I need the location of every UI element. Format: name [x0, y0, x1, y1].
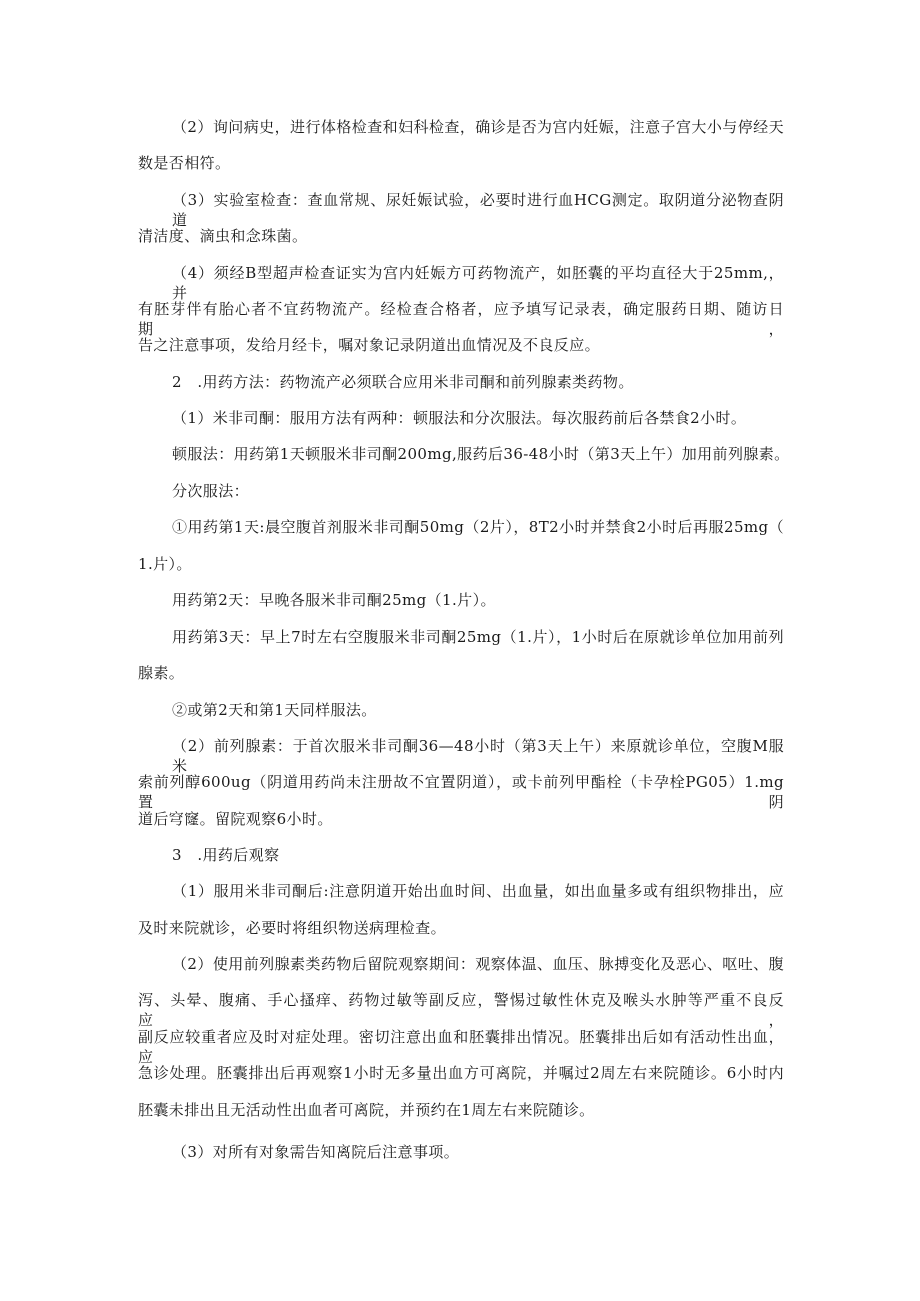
p7-line-2: 1.片）。 — [138, 555, 192, 573]
p13-line-2: 泻、头晕、腹痛、手心搔痒、药物过敏等副反应，警惕过敏性休克及喉头水肿等严重不良反应， — [138, 991, 784, 1029]
p13-line-1: （2）使用前列腺素类药物后留院观察期间：观察体温、血压、脉搏变化及恶心、呕吐、腹 — [172, 955, 784, 973]
p1-line-1: （2）询问病史，进行体格检查和妇科检查，确诊是否为宫内妊娠，注意子宫大小与停经天 — [172, 118, 784, 136]
p11-line-1: （2）前列腺素：于首次服米非司酮36—48小时（第3天上午）来原就诊单位，空腹M服米 — [172, 737, 784, 775]
p13-line-5: 胚囊未排出且无活动性出血者可离院，并预约在1周左右来院随诊。 — [138, 1101, 595, 1119]
p14-line-1: （3）对所有对象需告知离院后注意事项。 — [172, 1143, 460, 1161]
p9-line-1: 用药第3天：早上7时左右空腹服米非司酮25mg（1.片），1小时后在原就诊单位加用前列 — [172, 628, 784, 646]
section-3-heading: 3 .用药后观察 — [172, 846, 280, 864]
p2-line-1: （3）实验室检查：查血常规、尿妊娠试验，必要时进行血HCG测定。取阴道分泌物查阴道 — [172, 191, 784, 229]
p13-line-3: 副反应较重者应及时对症处理。密切注意出血和胚囊排出情况。胚囊排出后如有活动性出血，应 — [138, 1028, 784, 1066]
p1-line-2: 数是否相符。 — [138, 154, 231, 172]
p6-line-1: 分次服法： — [172, 482, 250, 500]
p12-line-1: （1）服用米非司酮后:注意阴道开始出血时间、出血量，如出血量多或有组织物排出，应 — [172, 882, 784, 900]
p10-line-1: ②或第2天和第1天同样服法。 — [172, 701, 377, 719]
p3-line-2: 有胚芽伴有胎心者不宜药物流产。经检查合格者，应予填写记录表，确定服药日期、随访日期， — [138, 300, 784, 338]
p3-line-3: 告之注意事项，发给月经卡，嘱对象记录阴道出血情况及不良反应。 — [138, 336, 601, 354]
p11-line-3: 道后穹窿。留院观察6小时。 — [138, 810, 333, 828]
p13-line-4: 急诊处理。胚囊排出后再观察1小时无多量出血方可离院，并嘱过2周左右来院随诊。6小时内 — [138, 1064, 784, 1082]
p3-line-1: （4）须经B型超声检查证实为宫内妊娠方可药物流产，如胚囊的平均直径大于25mm,，并 — [172, 264, 784, 302]
p4-line-1: （1）米非司酮：服用方法有两种：顿服法和分次服法。每次服药前后各禁食2小时。 — [172, 409, 747, 427]
p11-line-2: 索前列醇600ug（阴道用药尚未注册故不宜置阴道），或卡前列甲酯栓（卡孕栓PG05）1.mg置阴 — [138, 773, 784, 811]
p12-line-2: 及时来院就诊，必要时将组织物送病理检查。 — [138, 919, 447, 937]
p5-line-1: 顿服法：用药第1天顿服米非司酮200mg,服药后36-48小时（第3天上午）加用前列腺素。 — [172, 445, 790, 463]
p2-line-2: 清洁度、滴虫和念珠菌。 — [138, 227, 308, 245]
p7-line-1: ①用药第1天:晨空腹首剂服米非司酮50mg（2片），8T2小时并禁食2小时后再服25mg（ — [172, 518, 784, 536]
p9-line-2: 腺素。 — [138, 664, 185, 682]
section-2-heading: 2 .用药方法：药物流产必须联合应用米非司酮和前列腺素类药物。 — [172, 373, 634, 391]
p8-line-1: 用药第2天：早晚各服米非司酮25mg（1.片）。 — [172, 591, 496, 609]
